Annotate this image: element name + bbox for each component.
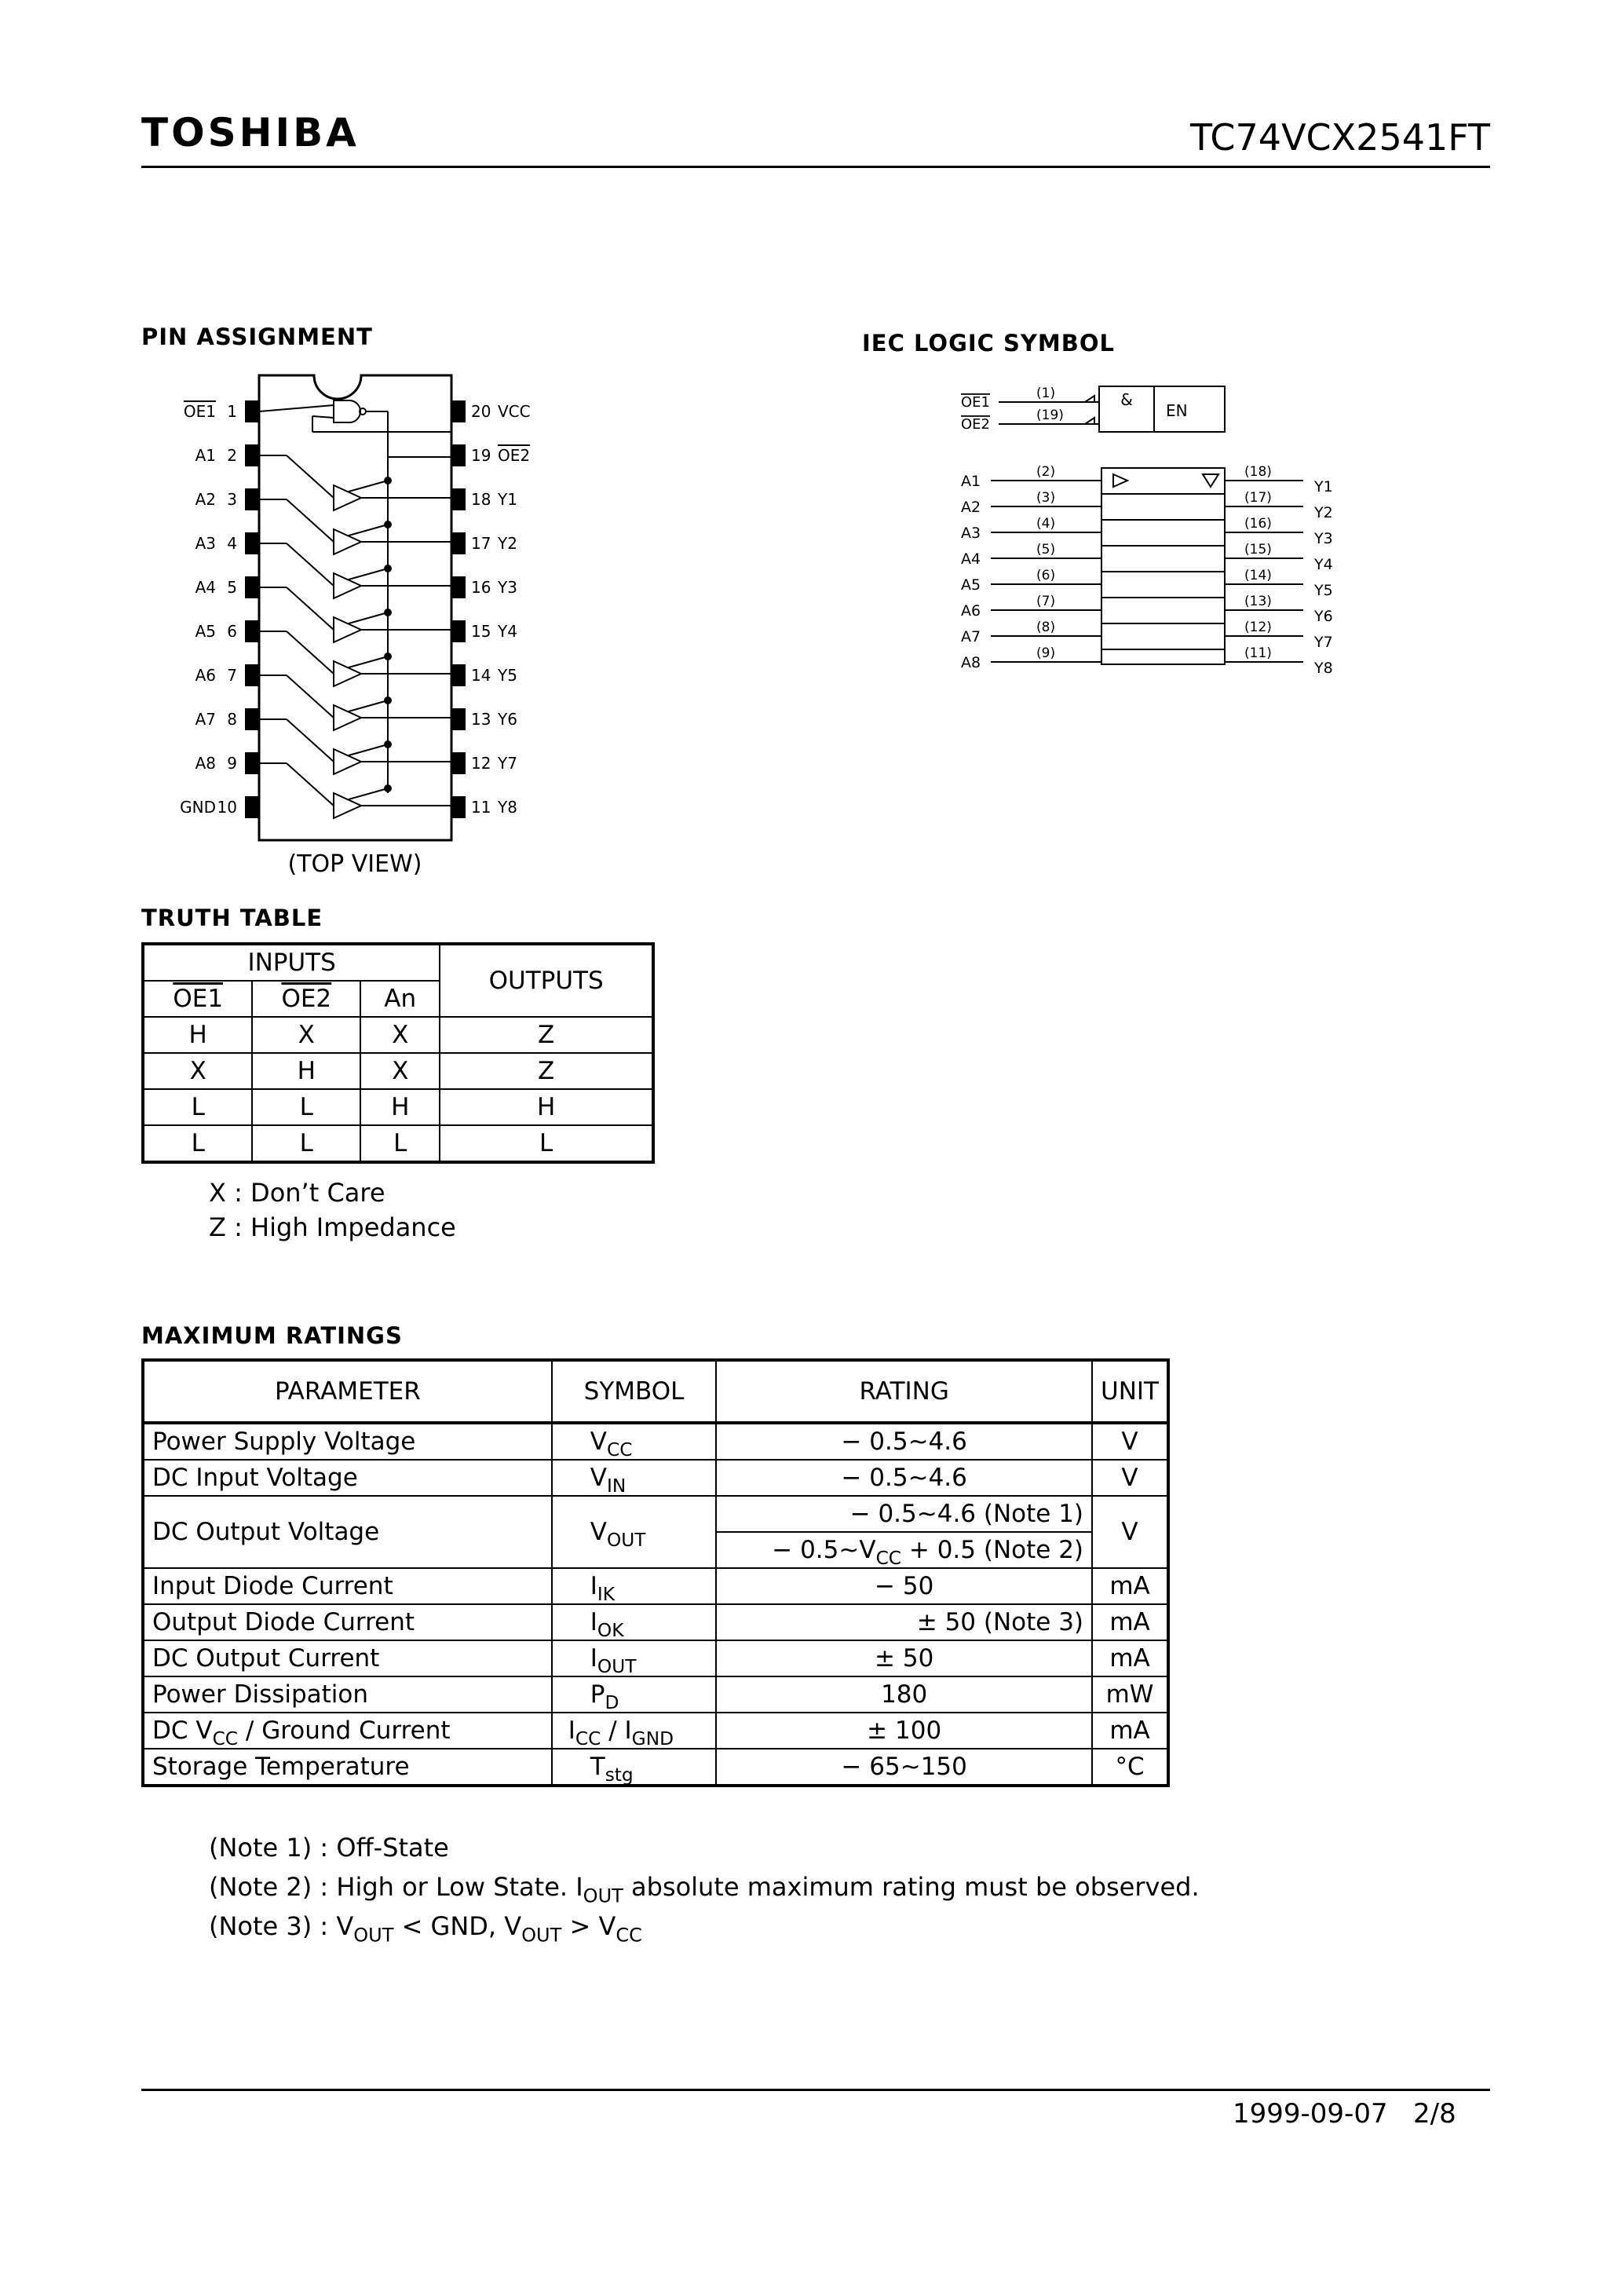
pin-num-12: 12 [471,754,491,773]
pin-label-7: A6 [195,666,216,685]
pin-left-5 [245,576,259,598]
pin-num-17: 17 [471,534,491,553]
iec-out-pin-Y1: (18) [1244,464,1272,480]
truth-row [143,1053,653,1089]
footer-date: 1999-09-07 [1233,2098,1388,2130]
iec-in-pin-A1: (2) [1036,464,1056,480]
iec-out-pin-Y8: (11) [1244,645,1272,661]
truth-cell: Z [440,1053,653,1089]
pin-num-13: 13 [471,710,491,729]
pin-num-4: 4 [227,534,237,553]
pin-label-14: Y5 [498,666,517,685]
iec-output-Y6: Y6 [1314,608,1333,625]
iec-symbol-title: IEC LOGIC SYMBOL [862,330,1116,356]
pin-num-14: 14 [471,666,491,685]
truth-cell: Z [440,1017,653,1053]
pin-right-12 [451,752,466,774]
pin-num-8: 8 [227,710,237,729]
iec-input-A5: A5 [961,576,981,594]
pin-right-17 [451,532,466,554]
iec-in-pin-A5: (6) [1036,568,1056,583]
inputs-header: INPUTS [143,944,440,981]
row-vout-1: DC Output Voltage $V_{OUT}$ − 0.5~4.6 (Note 1) V [143,1496,1168,1532]
col-oe1: OE1 [173,985,224,1013]
max-ratings-table [141,1358,1170,1787]
pin-label-6: A5 [195,622,216,641]
row-vin: DC Input Voltage $V_{IN}$ − 0.5~4.6 V [143,1460,1168,1496]
pin-left-9 [245,752,259,774]
buffer-symbol-icon [1113,474,1127,487]
iec-output-Y2: Y2 [1314,504,1333,521]
pin-label-15: Y4 [498,622,517,641]
pin-label-20: VCC [498,402,531,421]
truth-cell: X [143,1053,252,1089]
note-2: (Note 2) : High or Low State. $I_{OUT}$ absolute maximum rating must be observed. [209,1872,1200,1907]
iec-in-pin-A6: (7) [1036,594,1056,609]
en-pin-OE2: (19) [1036,408,1064,423]
truth-table [141,942,655,1164]
pin-left-4 [245,532,259,554]
iec-in-pin-A3: (4) [1036,516,1056,532]
truth-cell: X [360,1017,440,1053]
iec-out-pin-Y3: (16) [1244,516,1272,532]
iec-out-pin-Y4: (15) [1244,542,1272,558]
iec-output-Y7: Y7 [1314,634,1333,651]
pin-label-8: A7 [195,710,216,729]
hdr-parameter: PARAMETER [143,1360,552,1423]
hdr-symbol: SYMBOL [552,1360,717,1423]
pin-assignment-diagram [157,369,581,879]
pin-right-15 [451,620,466,642]
pin-left-3 [245,488,259,510]
row-iik: Input Diode Current $I_{IK}$ − 50 mA [143,1568,1168,1604]
pin-label-3: A2 [195,490,216,509]
iec-in-pin-A8: (9) [1036,645,1056,661]
pin-num-3: 3 [227,490,237,509]
three-state-symbol-icon [1203,474,1218,487]
truth-row [143,1017,653,1053]
iec-output-Y4: Y4 [1314,556,1333,573]
iec-in-pin-A7: (8) [1036,620,1056,635]
iec-out-pin-Y7: (12) [1244,620,1272,635]
truth-cell: X [252,1017,360,1053]
iec-input-A2: A2 [961,499,981,516]
pin-label-4: A3 [195,534,216,553]
pin-label-17: Y2 [498,534,517,553]
max-ratings-title: MAXIMUM RATINGS [141,1322,403,1349]
pin-num-18: 18 [471,490,491,509]
truth-cell: H [143,1017,252,1053]
pin-left-2 [245,444,259,466]
pin-num-7: 7 [227,666,237,685]
pin-right-14 [451,664,466,686]
top-view-label: (TOP VIEW) [287,850,422,878]
row-iok: Output Diode Current $I_{OK}$ ± 50 (Note 3) mA [143,1604,1168,1640]
en-label: EN [1166,401,1188,420]
iec-out-pin-Y2: (17) [1244,490,1272,506]
iec-output-Y8: Y8 [1314,660,1333,677]
row-vout-2: − $0.5\sim V_{CC} + 0.5$ (Note 2) [143,1532,1168,1568]
truth-cell: L [143,1089,252,1125]
pin-num-9: 9 [227,754,237,773]
iec-logic-symbol [942,377,1382,691]
note-3: (Note 3) : $V_{OUT}$ < GND, $V_{OUT} > V_{CC}$ [209,1911,642,1947]
outputs-header: OUTPUTS [440,944,653,1017]
col-an: An [360,981,440,1017]
iec-in-pin-A2: (3) [1036,490,1056,506]
en-input-OE1: OE1 [961,394,990,411]
truth-cell: X [360,1053,440,1089]
hdr-unit: UNIT [1092,1360,1168,1423]
part-number: TC74VCX2541FT [1190,116,1490,159]
truth-cell: L [252,1089,360,1125]
iec-input-A4: A4 [961,550,981,568]
pin-label-12: Y7 [498,754,517,773]
iec-in-pin-A4: (5) [1036,542,1056,558]
iec-out-pin-Y6: (13) [1244,594,1272,609]
pin-num-20: 20 [471,402,491,421]
truth-cell: L [440,1125,653,1162]
pin-left-1 [245,400,259,422]
truth-row [143,1125,653,1162]
iec-input-A3: A3 [961,525,981,542]
truth-cell: H [360,1089,440,1125]
iec-input-A8: A8 [961,654,981,671]
pin-label-1: OE1 [183,402,216,421]
and-label: & [1120,390,1133,409]
iec-out-pin-Y5: (14) [1244,568,1272,583]
legend-z: Z : High Impedance [209,1212,456,1242]
pin-right-11 [451,796,466,818]
pin-left-7 [245,664,259,686]
header-rule [141,166,1490,168]
en-input-OE2: OE2 [961,416,990,433]
iec-input-A7: A7 [961,628,981,645]
pin-label-5: A4 [195,578,216,597]
pin-num-15: 15 [471,622,491,641]
truth-row [143,1089,653,1125]
truth-cell: H [252,1053,360,1089]
brand-logo: TOSHIBA [141,110,360,155]
row-vcc: Power Supply Voltage $V_{CC}$ − 0.5~4.6 V [143,1423,1168,1460]
truth-cell: H [440,1089,653,1125]
hdr-rating: RATING [716,1360,1092,1423]
pin-right-18 [451,488,466,510]
pin-right-20 [451,400,466,422]
row-icc: DC $V_{CC}$ / Ground Current $I_{CC} / I_{GND}$ ± 100 mA [143,1713,1168,1749]
pin-num-11: 11 [471,798,491,817]
iec-input-A6: A6 [961,602,981,620]
iec-output-Y3: Y3 [1314,530,1333,547]
pin-num-1: 1 [227,402,237,421]
note-1: (Note 1) : Off-State [209,1833,449,1863]
pin-num-6: 6 [227,622,237,641]
active-low-icon [1085,418,1094,424]
truth-cell: L [252,1125,360,1162]
iec-input-A1: A1 [961,473,981,490]
pin-left-10 [245,796,259,818]
footer-rule [141,2089,1490,2091]
pin-label-11: Y8 [498,798,517,817]
pin-num-10: 10 [217,798,237,817]
pin-left-6 [245,620,259,642]
truth-table-title: TRUTH TABLE [141,905,323,931]
pin-num-5: 5 [227,578,237,597]
footer-page: 2/8 [1413,2098,1456,2130]
pin-right-16 [451,576,466,598]
pin-label-19: OE2 [498,446,531,465]
pin-assignment-title: PIN ASSIGNMENT [141,324,373,350]
iec-output-Y5: Y5 [1314,582,1333,599]
pin-right-19 [451,444,466,466]
active-low-icon [1085,396,1094,402]
pin-label-18: Y1 [498,490,517,509]
en-pin-OE1: (1) [1036,386,1056,401]
pin-label-16: Y3 [498,578,517,597]
row-pd: Power Dissipation $P_D$ 180 mW [143,1676,1168,1713]
pin-num-16: 16 [471,578,491,597]
truth-cell: L [360,1125,440,1162]
pin-num-19: 19 [471,446,491,465]
pin-label-2: A1 [195,446,216,465]
pin-label-13: Y6 [498,710,517,729]
pin-label-9: A8 [195,754,216,773]
pin-num-2: 2 [227,446,237,465]
legend-x: X : Don’t Care [209,1178,385,1208]
pin-right-13 [451,708,466,730]
col-oe2: OE2 [281,985,332,1013]
iec-output-Y1: Y1 [1314,478,1333,495]
pin-label-10: GND [180,798,216,817]
pin-left-8 [245,708,259,730]
row-tstg: Storage Temperature $T_{stg}$ − 65~150 °C [143,1749,1168,1786]
truth-cell: L [143,1125,252,1162]
row-iout: DC Output Current $I_{OUT}$ ± 50 mA [143,1640,1168,1676]
